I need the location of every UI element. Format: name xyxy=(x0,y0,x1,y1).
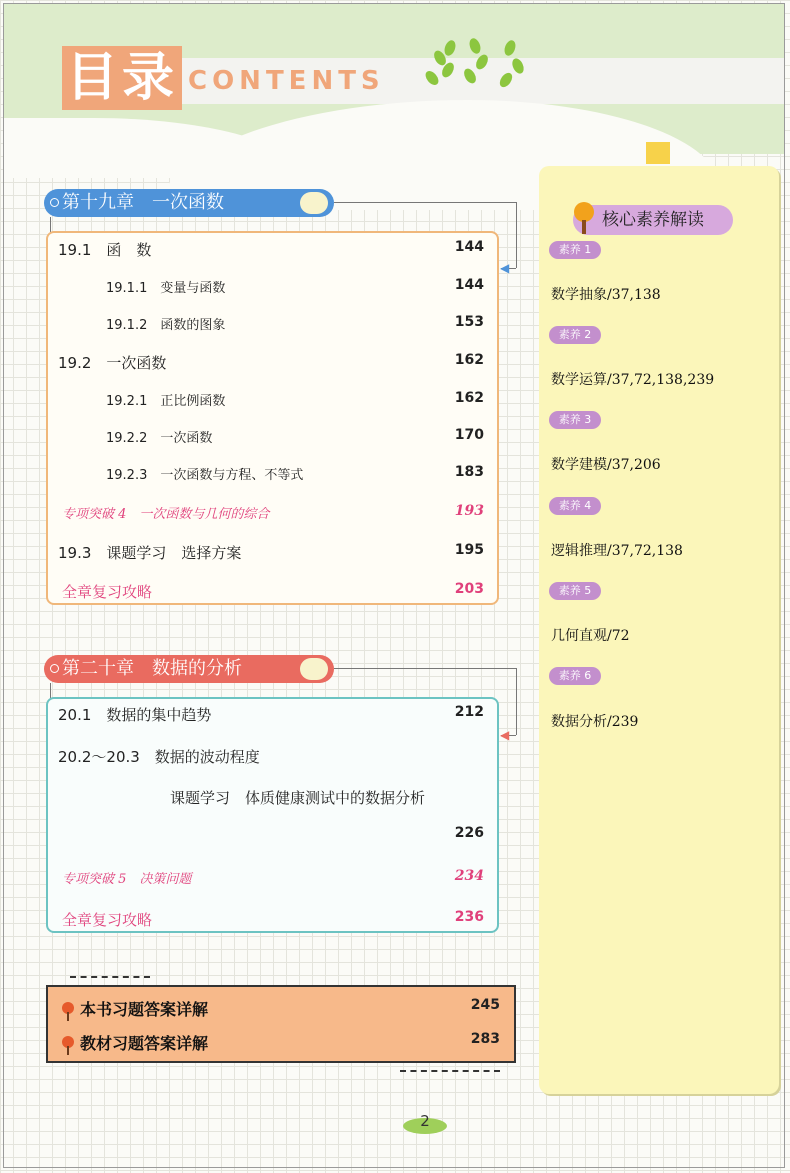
page-number: 183 xyxy=(454,464,484,480)
core-literacy-badge: 素养 1 xyxy=(549,241,601,259)
core-literacy-text[interactable]: 数学运算/37,72,138,239 xyxy=(551,372,715,388)
page-number: 144 xyxy=(454,277,484,293)
page-number: 236 xyxy=(454,909,484,925)
page-number: 170 xyxy=(454,427,484,443)
page-number: 162 xyxy=(454,390,484,406)
leaf-icon xyxy=(300,658,328,680)
arrow-left-icon: ◀ xyxy=(500,261,510,275)
core-literacy-text[interactable]: 数学建模/37,206 xyxy=(551,457,661,473)
yellow-tab xyxy=(646,142,670,164)
core-literacy-text[interactable]: 数学抽象/37,138 xyxy=(551,287,661,303)
page-number: 212 xyxy=(454,704,484,720)
leaves-icon xyxy=(420,18,540,108)
toc-entry-review[interactable]: 全章复习攻略 236 xyxy=(62,909,484,929)
page-number: 2 xyxy=(420,1112,430,1130)
toc-entry[interactable]: 20.1 数据的集中趋势 212 xyxy=(58,704,484,724)
core-literacy-text[interactable]: 数据分析/239 xyxy=(551,714,639,730)
core-literacy-badge: 素养 4 xyxy=(549,497,601,515)
answer-entry[interactable]: 教材习题答案详解 283 xyxy=(60,1031,500,1061)
toc-entry-special[interactable]: 专项突破 4 一次函数与几何的综合 193 xyxy=(62,503,484,522)
toc-entry[interactable]: 课题学习 体质健康测试中的数据分析 xyxy=(170,789,426,807)
dashed-divider xyxy=(400,1070,500,1072)
chapter-19-header[interactable] xyxy=(44,189,334,217)
answers-panel xyxy=(46,985,516,1063)
core-literacy-badge: 素养 3 xyxy=(549,411,601,429)
toc-entry[interactable]: 19.2.3 一次函数与方程、不等式 183 xyxy=(106,464,484,483)
toc-entry-review[interactable]: 全章复习攻略 203 xyxy=(62,581,484,601)
toc-entry[interactable]: 19.1.1 变量与函数 144 xyxy=(106,277,484,296)
connector-line xyxy=(516,202,517,268)
dashed-divider xyxy=(70,976,150,978)
chapter-20-header[interactable] xyxy=(44,655,334,683)
bullet-icon xyxy=(50,198,59,207)
tree-icon xyxy=(60,1001,76,1021)
toc-entry[interactable]: 19.2 一次函数 162 xyxy=(58,352,484,372)
page-number: 245 xyxy=(470,997,500,1013)
connector-line xyxy=(334,668,516,669)
leaf-icon xyxy=(300,192,328,214)
page-number: 144 xyxy=(454,239,484,255)
toc-entry[interactable]: 19.2.1 正比例函数 162 xyxy=(106,390,484,409)
page-number: 153 xyxy=(454,314,484,330)
page-title: 目录 xyxy=(62,46,182,110)
core-literacy-text[interactable]: 几何直观/72 xyxy=(551,628,630,644)
connector-line xyxy=(516,668,517,735)
toc-entry[interactable]: 20.2～20.3 数据的波动程度 xyxy=(58,748,260,766)
toc-entry[interactable]: 19.1 函 数 144 xyxy=(58,239,484,259)
core-literacy-text[interactable]: 逻辑推理/37,72,138 xyxy=(551,543,683,559)
page-number-badge xyxy=(400,1108,450,1136)
core-literacy-title: 核心素养解读 xyxy=(573,205,733,235)
core-literacy-badge: 素养 2 xyxy=(549,326,601,344)
answer-entry[interactable]: 本书习题答案详解 245 xyxy=(60,997,500,1027)
chapter-20-toc-box xyxy=(46,697,499,933)
page-number: 226 xyxy=(454,825,484,841)
bullet-icon xyxy=(50,664,59,673)
tree-icon xyxy=(60,1035,76,1055)
toc-entry-special[interactable]: 专项突破 5 决策问题 234 xyxy=(62,868,484,887)
toc-entry[interactable]: 19.2.2 一次函数 170 xyxy=(106,427,484,446)
page-number: 195 xyxy=(454,542,484,558)
page-number: 203 xyxy=(454,581,484,597)
page-number: 193 xyxy=(454,503,484,519)
toc-entry[interactable]: 19.3 课题学习 选择方案 195 xyxy=(58,542,484,562)
chapter-20-title: 第二十章 数据的分析 xyxy=(62,658,242,679)
chapter-19-title: 第十九章 一次函数 xyxy=(62,192,224,213)
toc-entry[interactable]: 19.1.2 函数的图象 153 xyxy=(106,314,484,333)
page-number: 234 xyxy=(454,868,484,884)
connector-line xyxy=(334,202,516,203)
page-number: 162 xyxy=(454,352,484,368)
arrow-left-icon: ◀ xyxy=(500,728,510,742)
tree-icon xyxy=(572,200,596,236)
core-literacy-badge: 素养 6 xyxy=(549,667,601,685)
core-literacy-badge: 素养 5 xyxy=(549,582,601,600)
page-title-en: CONTENTS xyxy=(188,66,385,96)
page-number: 283 xyxy=(470,1031,500,1047)
